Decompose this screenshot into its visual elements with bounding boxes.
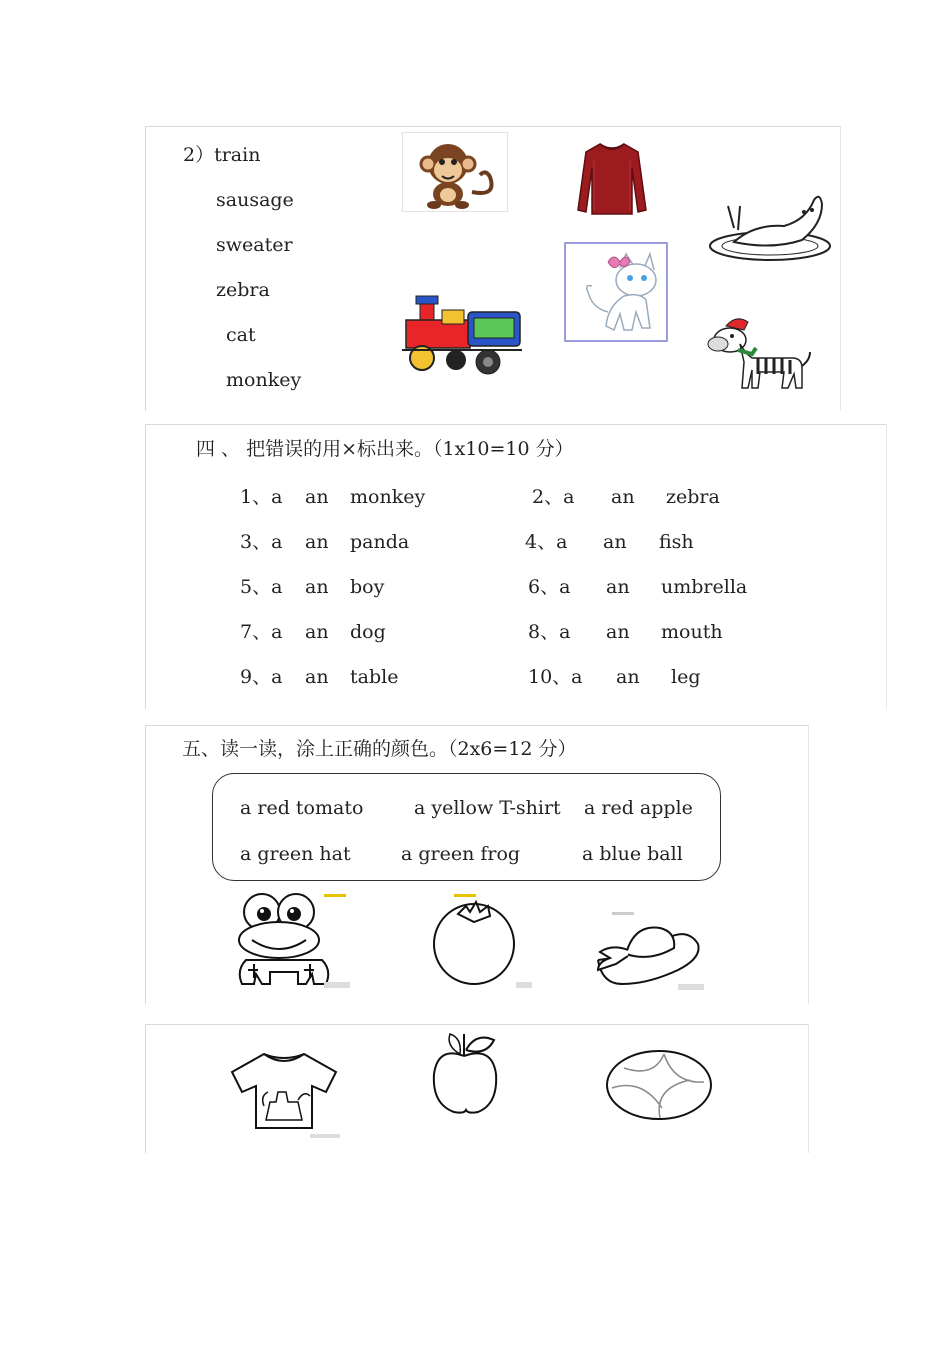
- phrase-blue-ball: a blue ball: [582, 843, 683, 865]
- item-word: monkey: [350, 486, 426, 508]
- item-article: an: [305, 531, 329, 553]
- train-icon: [402, 290, 524, 382]
- item-article: an: [611, 486, 635, 508]
- phrase-red-tomato: a red tomato: [240, 797, 364, 819]
- phrase-green-frog: a green frog: [401, 843, 521, 865]
- hat-icon: [594, 910, 706, 994]
- item-article: an: [305, 621, 329, 643]
- item-word: leg: [671, 666, 701, 688]
- frog-icon: [234, 890, 352, 998]
- word-cat: cat: [226, 324, 256, 346]
- item-article: an: [606, 576, 630, 598]
- item-number: 9、a: [240, 666, 283, 688]
- word-sweater: sweater: [216, 234, 293, 256]
- item-article: an: [305, 666, 329, 688]
- item-word: table: [350, 666, 399, 688]
- sweater-icon: [574, 140, 650, 218]
- item-number: 10、a: [528, 666, 583, 688]
- sausage-icon: [704, 188, 838, 268]
- phrase-yellow-tshirt: a yellow T-shirt: [414, 797, 561, 819]
- section-label-train: 2）train: [183, 144, 261, 166]
- item-number: 4、a: [525, 531, 568, 553]
- item-word: zebra: [666, 486, 720, 508]
- phrase-red-apple: a red apple: [584, 797, 693, 819]
- item-word: mouth: [661, 621, 723, 643]
- cat-icon: [564, 242, 668, 342]
- section4-title: 四 、 把错误的用×标出来。（1x10=10 分）: [196, 438, 574, 460]
- item-article: an: [616, 666, 640, 688]
- item-number: 7、a: [240, 621, 283, 643]
- item-number: 1、a: [240, 486, 283, 508]
- item-number: 6、a: [528, 576, 571, 598]
- word-sausage: sausage: [216, 189, 294, 211]
- item-article: an: [305, 486, 329, 508]
- monkey-icon: [402, 132, 508, 212]
- tshirt-icon: [228, 1048, 342, 1140]
- tomato-icon: [428, 890, 534, 994]
- section5-title: 五、读一读，涂上正确的颜色。（2x6=12 分）: [182, 738, 577, 760]
- item-number: 8、a: [528, 621, 571, 643]
- item-article: an: [305, 576, 329, 598]
- word-monkey: monkey: [226, 369, 302, 391]
- word-zebra: zebra: [216, 279, 270, 301]
- ball-icon: [604, 1048, 714, 1122]
- item-word: fish: [659, 531, 694, 553]
- item-article: an: [606, 621, 630, 643]
- item-word: panda: [350, 531, 410, 553]
- item-word: boy: [350, 576, 385, 598]
- item-number: 3、a: [240, 531, 283, 553]
- item-article: an: [603, 531, 627, 553]
- apple-icon: [430, 1030, 500, 1116]
- item-number: 5、a: [240, 576, 283, 598]
- item-word: dog: [350, 621, 386, 643]
- item-word: umbrella: [661, 576, 748, 598]
- item-number: 2、a: [532, 486, 575, 508]
- zebra-icon: [700, 310, 812, 394]
- phrase-green-hat: a green hat: [240, 843, 351, 865]
